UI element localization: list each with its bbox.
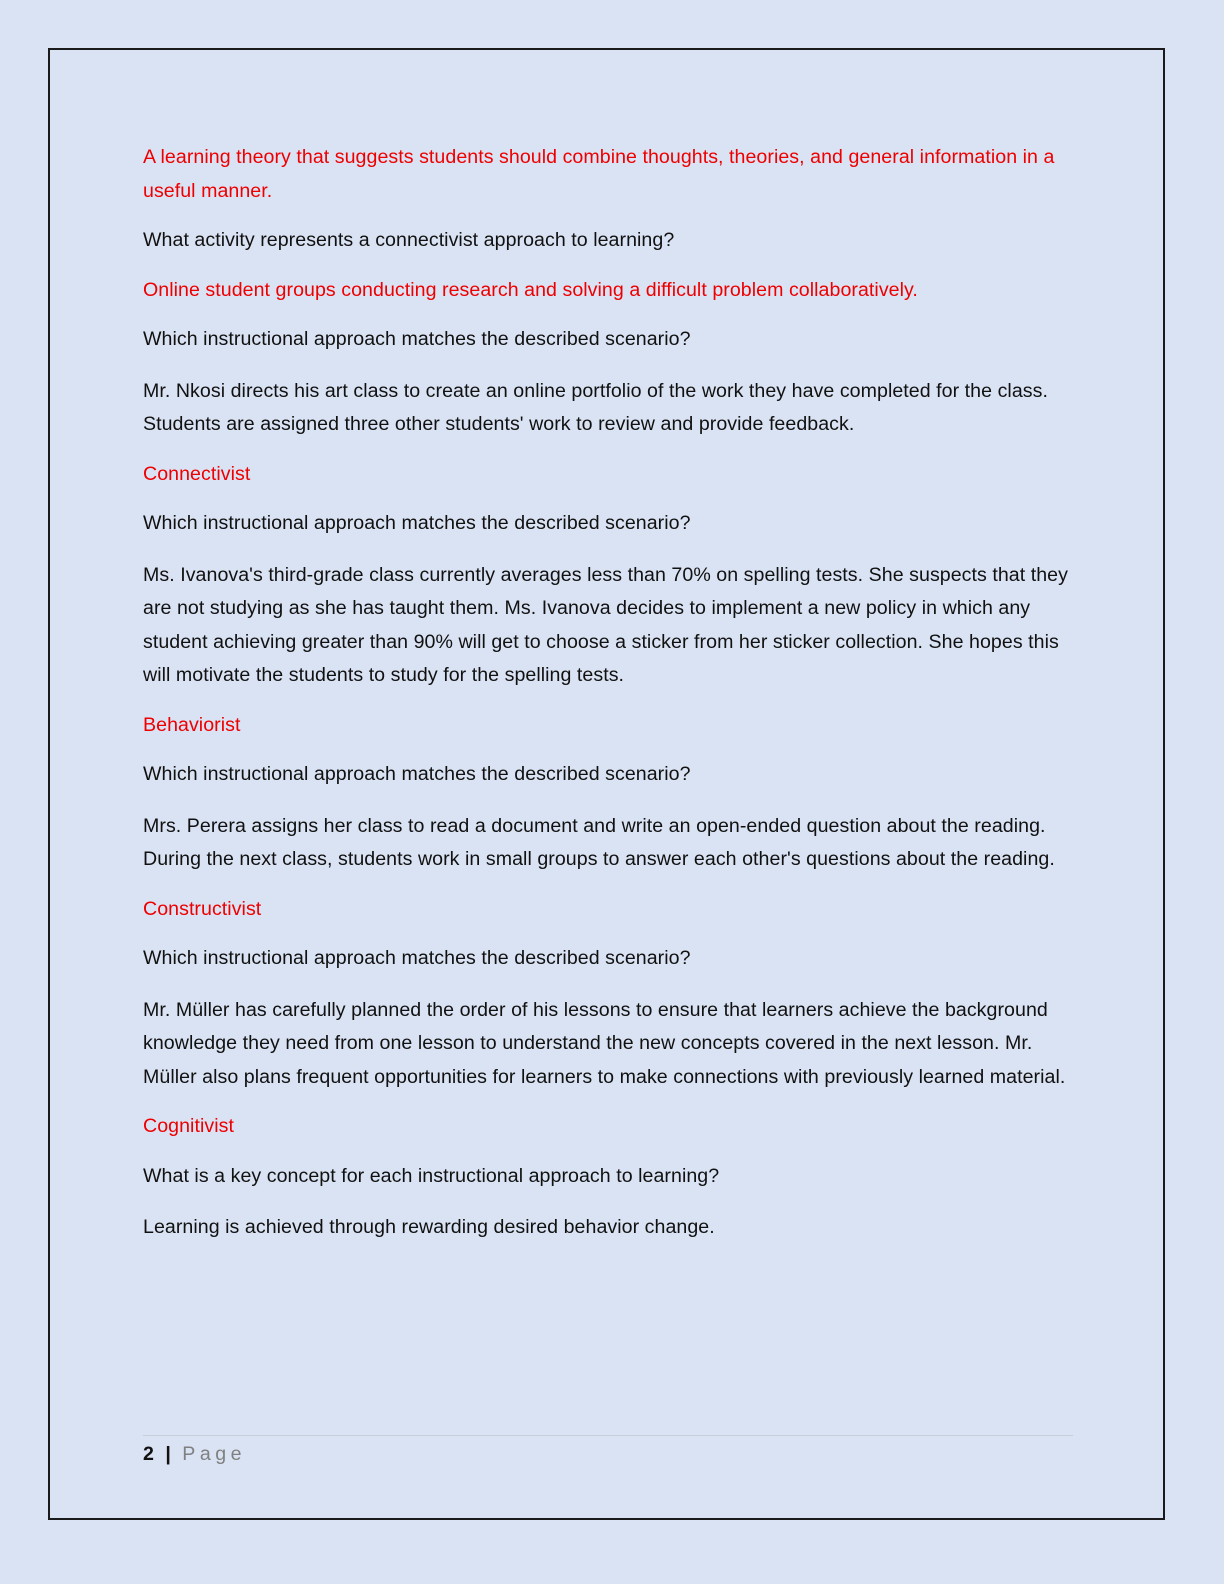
page-footer: [143, 1440, 246, 1468]
scenario-text: Mr. Nkosi directs his art class to create an online portfolio of the work they have completed for the class. Students are assigned three other students' work to review and provide feedback.: [143, 379, 1048, 435]
page-number: 2: [143, 1443, 154, 1465]
question-text: Which instructional approach matches the described scenario?: [143, 328, 691, 350]
answer-text: Online student groups conducting research and solving a difficult problem collaboratively.: [143, 278, 918, 301]
answer-text: Connectivist: [143, 462, 251, 485]
page-label: Page: [182, 1443, 247, 1465]
scenario-text: Learning is achieved through rewarding desired behavior change.: [143, 1216, 715, 1238]
question-text: What activity represents a connectivist approach to learning?: [143, 229, 675, 251]
question-text: Which instructional approach matches the described scenario?: [143, 512, 691, 534]
question-text: What is a key concept for each instructional approach to learning?: [143, 1164, 720, 1187]
scenario-text: Ms. Ivanova's third-grade class currently averages less than 70% on spelling tests. She suspects that they are not studying as she has taught them. Ms. Ivanova decides to implement a new policy in which any student achieving greater than 90% will get to choose a sticker from her sticker collection. She hopes this will motivate the students to study for the spelling tests.: [143, 563, 1068, 686]
scenario-text: Mr. Müller has carefully planned the order of his lessons to ensure that learners achieve the background knowledge they need from one lesson to understand the new concepts covered in the next lesson. Mr. Müller also plans frequent opportunities for learners to make connections with previously learned material.: [143, 998, 1066, 1088]
scenario-text: Mrs. Perera assigns her class to read a document and write an open-ended question about the reading. During the next class, students work in small groups to answer each other's questions about the reading.: [143, 814, 1055, 870]
document-body: [143, 141, 1078, 1261]
footer-divider: [143, 1435, 1073, 1436]
answer-text: Behaviorist: [143, 713, 241, 736]
question-text: Which instructional approach matches the described scenario?: [143, 763, 691, 785]
answer-text: Constructivist: [143, 897, 262, 920]
answer-text: A learning theory that suggests students should combine thoughts, theories, and general information in a useful manner.: [143, 146, 1055, 202]
question-text: Which instructional approach matches the described scenario?: [143, 947, 691, 969]
answer-text: Cognitivist: [143, 1115, 234, 1137]
footer-separator: |: [165, 1443, 171, 1465]
